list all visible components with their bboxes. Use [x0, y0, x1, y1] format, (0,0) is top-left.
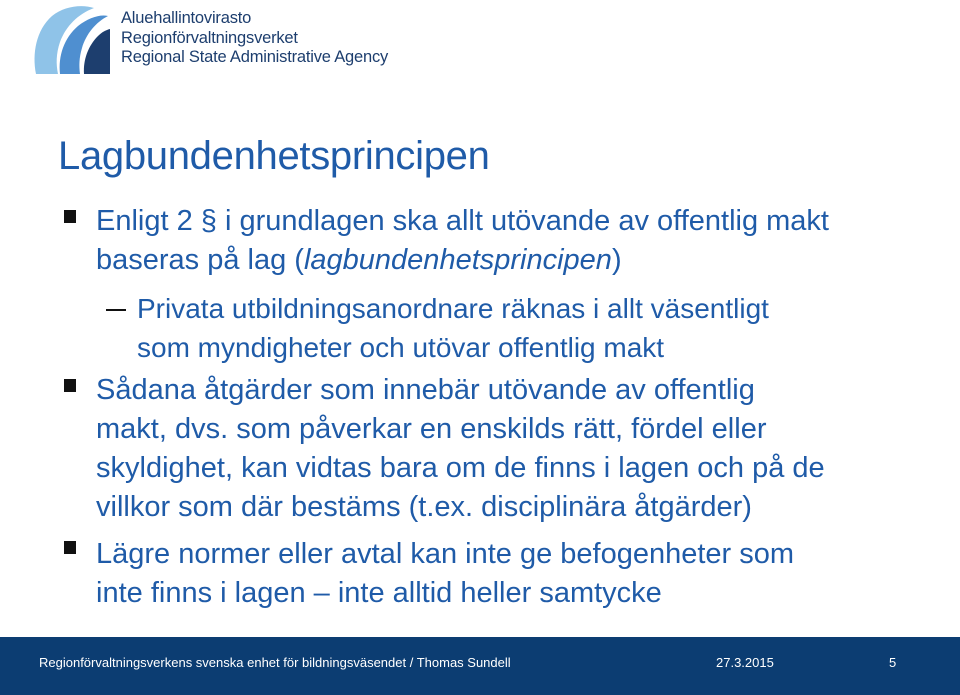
bullet-item-3: [96, 535, 794, 613]
dash-bullet-icon: [106, 309, 126, 311]
sub-item-1: [137, 289, 769, 367]
sub-item-1-line-1: Privata utbildningsanordnare räknas i allt väsentligt: [137, 293, 769, 324]
bullet-item-1-line-1: Enligt 2 § i grundlagen ska allt utövande av offentlig makt: [96, 205, 829, 237]
bullet-square-icon: [64, 210, 76, 223]
bullet-item-2-line-4: villkor som där bestäms (t.ex. disciplinära åtgärder): [96, 491, 752, 523]
footer-date: 27.3.2015: [716, 655, 774, 670]
agency-name-en: Regional State Administrative Agency: [121, 48, 389, 66]
agency-name-sv: Regionförvaltningsverket: [121, 28, 298, 47]
bullet-item-2: [96, 371, 825, 527]
bullet-item-2-line-3: skyldighet, kan vidtas bara om de finns i lagen och på de: [96, 452, 825, 484]
page-number: 5: [889, 655, 897, 670]
bullet-item-3-line-1: Lägre normer eller avtal kan inte ge befogenheter som: [96, 538, 795, 570]
bullet-square-icon: [64, 541, 76, 554]
sub-item-1-line-2: som myndigheter och utövar offentlig makt: [137, 332, 665, 363]
principle-name: lagbundenhetsprincipen: [303, 244, 612, 276]
agency-name-fi: Aluehallintovirasto: [121, 9, 252, 27]
bullet-item-2-line-1: Sådana åtgärder som innebär utövande av offentlig: [96, 374, 755, 406]
bullet-item-1: [96, 202, 829, 280]
footer-credit: Regionförvaltningsverkens svenska enhet för bildningsväsendet / Thomas Sundell: [39, 655, 511, 670]
slide-title: Lagbundenhetsprincipen: [58, 134, 490, 178]
bullet-item-1-line-2: baseras på lag (lagbundenhetsprincipen): [96, 244, 622, 276]
bullet-item-2-line-2: makt, dvs. som påverkar en enskilds rätt, fördel eller: [96, 413, 767, 445]
footer-bar: [0, 637, 960, 695]
bullet-square-icon: [64, 379, 76, 392]
agency-logo-icon: [30, 4, 110, 78]
agency-name: [121, 9, 388, 68]
bullet-item-3-line-2: inte finns i lagen – inte alltid heller samtycke: [96, 577, 662, 609]
